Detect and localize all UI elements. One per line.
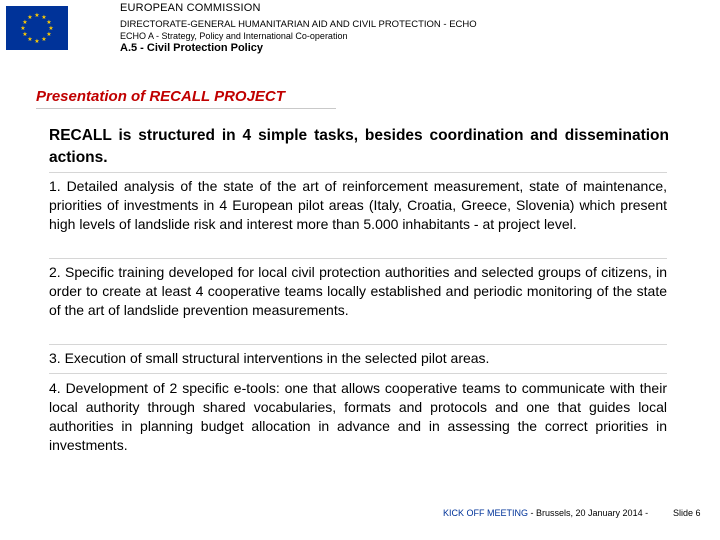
slide-number: Slide 6	[673, 508, 701, 518]
divider	[49, 344, 667, 345]
directorate-general: DIRECTORATE-GENERAL HUMANITARIAN AID AND CIVIL PROTECTION - ECHO	[120, 19, 477, 30]
svg-text:★: ★	[41, 14, 47, 21]
unit-name: ECHO A - Strategy, Policy and International Co-operation	[120, 31, 348, 41]
intro-text: RECALL is structured in 4 simple tasks, besides coordination and dissemination actions.	[49, 127, 669, 166]
title-underline	[36, 108, 336, 109]
eu-flag-logo	[6, 6, 68, 50]
footer-event-details: - Brussels, 20 January 2014 -	[528, 508, 649, 518]
slide-title: Presentation of RECALL PROJECT	[36, 88, 285, 105]
svg-text:★: ★	[22, 31, 28, 38]
organisation-name: EUROPEAN COMMISSION	[120, 2, 261, 14]
svg-text:★: ★	[34, 38, 40, 45]
svg-text:★: ★	[46, 19, 52, 26]
divider	[49, 172, 667, 173]
svg-text:★: ★	[27, 36, 33, 43]
eu-stars-icon	[6, 6, 68, 50]
footer-event	[443, 508, 648, 518]
svg-text:★: ★	[34, 12, 40, 19]
divider	[49, 258, 667, 259]
footer-event-name: KICK OFF MEETING	[443, 508, 529, 518]
task-1: 1. Detailed analysis of the state of the art of reinforcement measurement, state of maintenance, priorities of investments in 4 European pilot areas (Italy, Croatia, Greece, Slovenia) which present high levels of landslide risk and interest more than 5.000 inhabitants - at project level.	[49, 178, 667, 232]
task-3: 3. Execution of small structural interventions in the selected pilot areas.	[49, 350, 490, 366]
svg-text:★: ★	[41, 36, 47, 43]
svg-text:★: ★	[27, 14, 33, 21]
policy-unit: A.5 - Civil Protection Policy	[120, 42, 264, 54]
task-4: 4. Development of 2 specific e-tools: one that allows cooperative teams to communicate with their local authority through shared vocabularies, formats and protocols and one that guides local authorities in planning budget allocation in advance and in assessing the correct priorities in investments.	[49, 380, 667, 453]
divider	[49, 373, 667, 374]
svg-text:★: ★	[48, 25, 54, 32]
svg-text:★: ★	[20, 25, 26, 32]
svg-text:★: ★	[22, 19, 28, 26]
task-2: 2. Specific training developed for local civil protection authorities and selected groups of citizens, in order to create at least 4 cooperative teams locally established and periodic monitoring of the state of the art of landslide prevention measurements.	[49, 264, 667, 318]
svg-text:★: ★	[46, 31, 52, 38]
